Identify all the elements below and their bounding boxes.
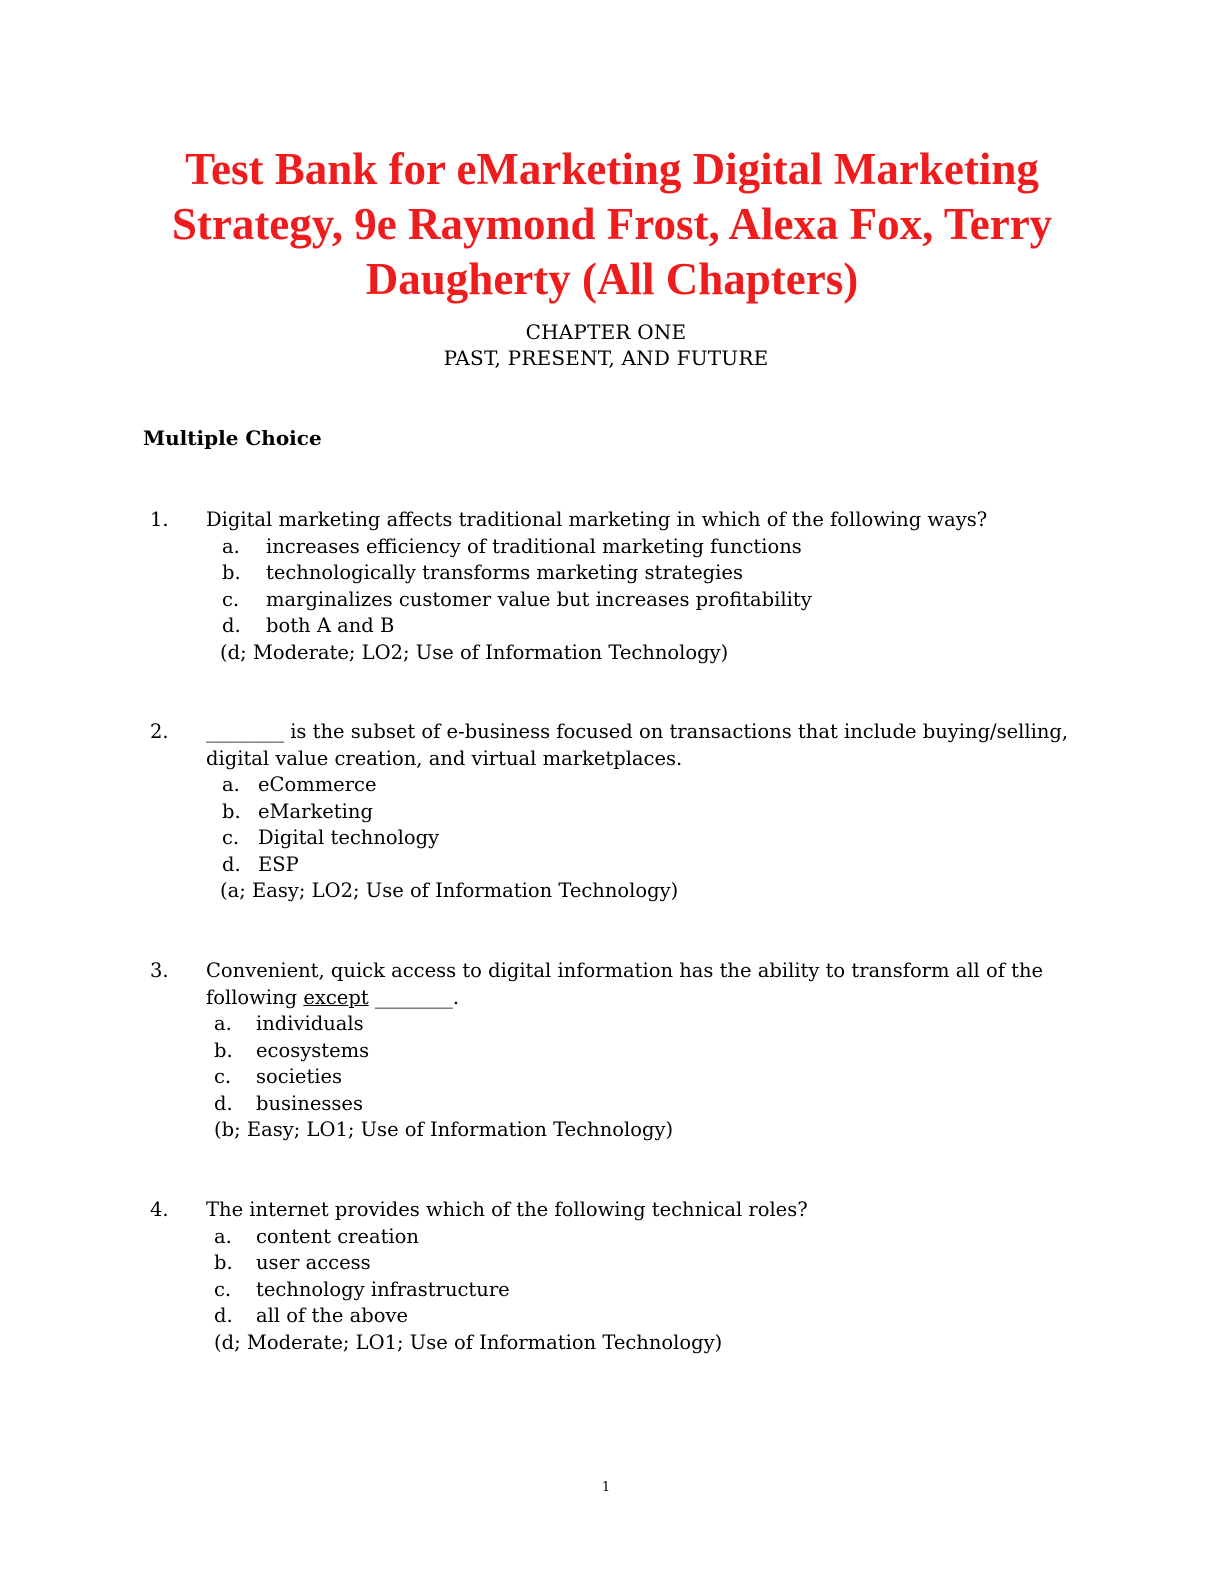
page-number: 1: [601, 1480, 611, 1495]
option-b: [222, 560, 1070, 587]
option-a: [214, 1011, 1070, 1038]
question-number: 2.: [150, 720, 169, 743]
option-text: eCommerce: [258, 773, 377, 796]
option-text: technology infrastructure: [256, 1277, 510, 1301]
option-letter: c.: [222, 587, 240, 611]
option-d: [222, 613, 1070, 640]
chapter-number: CHAPTER ONE: [525, 320, 687, 344]
option-c: [222, 825, 1070, 852]
option-letter: c.: [222, 826, 240, 850]
option-letter: b.: [214, 1038, 233, 1062]
option-b: [222, 799, 1070, 826]
option-text: societies: [256, 1065, 343, 1089]
option-b: [214, 1250, 1070, 1277]
question-number: 3.: [150, 959, 169, 982]
option-a: [222, 534, 1070, 561]
option-d: [222, 852, 1070, 879]
option-text: Digital technology: [258, 826, 440, 850]
question-text: Digital marketing affects traditional marketing in which of the following ways?: [206, 508, 988, 531]
option-text: individuals: [256, 1012, 364, 1035]
option-text: both A and B: [266, 614, 395, 638]
option-d: [214, 1303, 1070, 1330]
answer-key: (d; Moderate; LO2; Use of Information Technology): [220, 640, 729, 664]
question-1: [150, 507, 1070, 666]
option-a: [214, 1224, 1070, 1251]
answer-key: (a; Easy; LO2; Use of Information Technology): [220, 879, 679, 903]
option-letter: c.: [214, 1065, 232, 1089]
option-list: [214, 1011, 1070, 1117]
option-c: [214, 1064, 1070, 1091]
option-letter: a.: [214, 1012, 232, 1035]
option-text: businesses: [256, 1091, 363, 1115]
question-3: [150, 958, 1070, 1144]
question-number: 1.: [150, 508, 169, 531]
option-text: increases efficiency of traditional marketing functions: [266, 534, 802, 558]
option-c: [214, 1277, 1070, 1304]
option-text: marginalizes customer value but increases profitability: [266, 587, 812, 611]
answer-key: (d; Moderate; LO1; Use of Information Technology): [214, 1330, 723, 1354]
section-title: Multiple Choice: [143, 426, 322, 450]
question-number: 4.: [150, 1198, 169, 1221]
option-b: [214, 1038, 1070, 1065]
option-text: content creation: [256, 1224, 419, 1248]
option-d: [214, 1091, 1070, 1118]
question-text: The internet provides which of the following technical roles?: [206, 1198, 808, 1221]
option-letter: a.: [214, 1224, 232, 1248]
option-letter: a.: [222, 534, 240, 558]
question-text: ________ is the subset of e-business focused on transactions that include buying/selling, digital value creation, and virtual marketplaces.: [206, 720, 1069, 770]
option-text: eMarketing: [258, 799, 373, 823]
chapter-name: PAST, PRESENT, AND FUTURE: [443, 346, 769, 370]
option-letter: d.: [222, 614, 241, 638]
option-text: technologically transforms marketing strategies: [266, 561, 743, 585]
option-c: [222, 587, 1070, 614]
option-letter: a.: [222, 773, 240, 796]
option-letter: b.: [214, 1251, 233, 1275]
option-letter: c.: [214, 1277, 232, 1301]
question-2: [150, 719, 1070, 905]
option-letter: d.: [214, 1091, 233, 1115]
option-letter: d.: [214, 1304, 233, 1328]
answer-key: (b; Easy; LO1; Use of Information Technology): [214, 1118, 674, 1142]
emphasis-except: except: [303, 985, 369, 1009]
question-4: [150, 1197, 1070, 1356]
option-letter: b.: [222, 799, 241, 823]
option-list: [222, 534, 1070, 640]
option-text: user access: [256, 1251, 371, 1275]
option-a: [222, 772, 1070, 799]
option-text: ecosystems: [256, 1038, 370, 1062]
option-list: [222, 772, 1070, 878]
question-text: Convenient, quick access to digital information has the ability to transform all of the following except ________.: [206, 959, 1044, 1009]
option-letter: d.: [222, 852, 241, 876]
option-letter: b.: [222, 561, 241, 585]
option-text: ESP: [258, 852, 299, 876]
option-list: [214, 1224, 1070, 1330]
page-title: Test Bank for eMarketing Digital Marketing Strategy, 9e Raymond Frost, Alexa Fox, Terry Daugherty (All Chapters): [171, 144, 1053, 304]
option-text: all of the above: [256, 1304, 408, 1328]
